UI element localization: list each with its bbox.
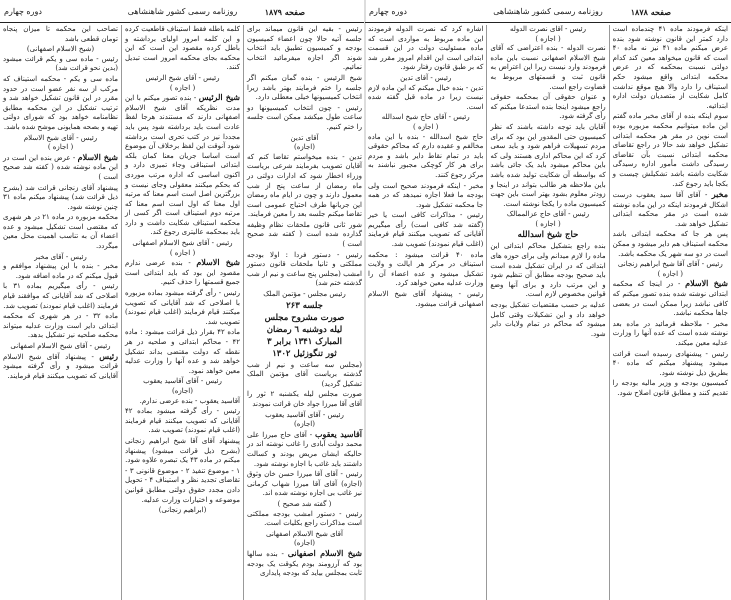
speaker-line: ( اجازه ) xyxy=(535,34,561,43)
paragraph: شیخ الاسلام - بنده عرضی ندارم مقصود این بود که باید ابتدائی است جمیع قسمتها را حذف کنیم. xyxy=(125,257,240,287)
text-column xyxy=(486,25,608,600)
paragraph: اینکه فرمودند ماده ۴۱ چندماده است دارد کمتر این قانون نوشته شود بنده عرض میکنم ماده ۴۱ نیز نه ماده ۴۰ است که قانون میخواهد معین کند کدام دولتی نسبت بمحکمه که در عرض محکمه ابتدائی واقع میشود حکم استیناف را دارد والا هیچ موقع نداشت کامل شکایت از متصدیان دولت اداره ابتدائیه. xyxy=(612,25,729,110)
paragraph: عدلیه بر حسب مقتضیات تشکیل بودجه خواهد داد و این تشکیلات وقتی کامل میشود که محاکم در تمام ولایات دایر شود. xyxy=(490,301,606,338)
paragraph: پیشنهاد آقای زنجانی قرائت شد (بشرح ذیل قرائت شد) پیشنهاد میکنم ماده ۳۱ چنین نوشته شود. xyxy=(3,183,118,211)
speaker-line: (اجازه) xyxy=(294,420,315,429)
paragraph: (مجلس سه ساعت و نیم از شب گذشته بریاست آقای مؤتمن الملک تشکیل گردید) xyxy=(247,360,362,388)
paragraph: آقاسید یعقوب - آقای حاج میرزا علی محمد دولت آبادی را غائب نوشته اند در حالیکه ایشان مریض بودند و کسالت داشتند باید غائب با اجازه نوشته شود. xyxy=(247,428,362,468)
paragraph: مخبر - بنده با این پیشنهاد موافقم و قبول میکنم که در ماده اضافه شود. xyxy=(3,262,118,280)
speaker-line: (اجازه) xyxy=(294,143,315,152)
paragraph: رئیس - مذاکرات کافی است یا خیر (گفته شد کافی است) رأی میگیریم آقایانی که تصویب میکنند قیام فرمایند (اغلب قیام نمودند) تصویب شد. xyxy=(368,211,484,249)
paragraph: محکمه مزبوره در ماده ۲۱ در هر شهری که مقتضی است تشکیل میشود و عده اعضاء آن به تناسب اهمیت محل معین میگردد. xyxy=(3,213,118,251)
speaker-line: ( اجازه ) xyxy=(169,248,196,257)
text-column xyxy=(609,25,731,600)
speaker-line: رئیس - آقای شیخ الاسلام اصفهانی xyxy=(10,342,111,350)
right-page xyxy=(365,0,731,600)
speaker-line: ( گفته شد صحیح ) xyxy=(277,499,332,508)
paragraph: ماده ۳۲ - در هر شهری که محکمه ابتدائی دایر است وزارت عدلیه میتواند محکمه صلحیه نیز تشکیل بدهد. xyxy=(3,312,118,340)
speaker-line: آقای شیخ الاسلام اصفهانی xyxy=(266,529,343,538)
text-column xyxy=(0,25,121,600)
paragraph: رئیس - رأی گرفته میشود بماده مزبوره با اصلاحی که شد آقایانی که تصویب میکنند قیام فرمایند (اغلب قیام نمودند) تصویب شد. xyxy=(125,289,240,326)
speaker-line: رئیس - آقای آقا شیخ ابراهیم زنجانی xyxy=(617,260,723,269)
paragraph: مخبر - اینکه فرمودند صحیح است ولی بودجه ما فعلا اجازه نمیدهد که در همه جا محکمه تشکیل شود. xyxy=(368,181,484,209)
text-column xyxy=(121,25,243,600)
speaker-line: ( اجازه ) xyxy=(535,219,561,228)
paragraph: بنده راجع بتشکیل محاکم ابتدائی این ماده را لازم میدانم ولی برای حوزه های ابتدائی که در ایران تشکیل شده است باید صحیح بودجه مطابق آن تنظیم شود و این مرتب دارد و برای آنها وضع قوانین مخصوص لازم است. xyxy=(490,242,606,299)
paragraph: رئیس - آقای آقا میرزا حسن خان وثوق (اجازه) آقای آقا میرزا شهاب کرمانی نیز غائب بی اجازه نوشته شده اند. xyxy=(247,470,362,498)
volume-label: دوره چهارم xyxy=(4,7,42,16)
paragraph: رئیس - پیشنهادی رسیده است قرائت میشود پیشنهاد میکنم که ماده ۴۰ بطریق ذیل نوشته شود. xyxy=(612,349,728,377)
paragraph: تصاحب این محکمه تا میزان پنجاه تومان قطعی باشد xyxy=(3,25,118,43)
paragraph: شیخ الاسلام - عرض بنده این است در این ماده نوشته شده ( کفته شد صحیح است ) xyxy=(3,151,119,181)
speaker-line: رئیس - آقای مخبر xyxy=(34,252,87,261)
paragraph: شیخ الاسلام - در اینجا که محکمه ابتدائی نوشته شده بنده تصور میکنم که کافی نباشد زیرا ممکن است در بعضی جاها محکمه نباشد. xyxy=(612,278,728,318)
paragraph: رئیس - پیشنهاد آقای شیخ الاسلام اصفهانی قرائت میشود. xyxy=(368,290,484,308)
speaker-line: رئیس - آقای آقاسید یعقوب xyxy=(143,377,222,386)
paragraph: ۱ - موضوع تنفیذ ۲ - موضوع قانونی ۳ - تقاضای تجدید نظر و استیناف ۴ - تحویل دادن مجدد حقوق دولتی مطابق قوانین موضوعه و اختیارات وزارت عدلیه. xyxy=(125,466,241,504)
paragraph: شیخ الاسلام اصفهانی - بنده سالها بود که آرزومند بودم یکوقت یک بودجه ثابت بمجلس بیاید که بودجه پایداری xyxy=(247,547,362,578)
section-heading: صورت مشروح مجلس xyxy=(264,312,345,323)
speaker-line: رئیس مجلس - مؤتمن الملک xyxy=(263,290,346,299)
left-page xyxy=(0,0,365,600)
section-heading: المبارک ۱۳۴۱ برابر ۳ xyxy=(267,336,342,347)
speaker-line: ( اجازه ) xyxy=(47,143,74,152)
speaker-line: رئیس - آقای حاج عزالممالک xyxy=(506,210,590,219)
page-header xyxy=(0,0,365,23)
speaker-line: رئیس - آقای حاج شیخ اسدالله xyxy=(381,113,470,122)
paragraph: رئیس - رأی گرفته میشود بماده ۴۲ آقایانی که تصویب میکنند قیام فرمایند (اغلب قیام نمودند) تصویب شد. xyxy=(125,407,240,435)
speaker-line: رئیس - آقای نصرت الدوله xyxy=(509,25,587,33)
paragraph: سوم اینکه بنده از آقای مخبر ماده گفتم این ماده میتوانیم محکمه مزبوره بوده است نوین در مقر هر محکمه ابتدائی تشکیل خواهد شد حالا در راجع تقاضای محکمه ابتدائی نسبت بآن تقاضای رسیدگی داشت مأمور اداره رسیدگی شکایت داشته باشد تشکیلش چیست و بکجا باید رجوع کند. xyxy=(612,112,728,188)
paragraph: نصرت الدوله - بنده اعتراضی که آقای شیخ الاسلام اصفهانی نسبت باین ماده فرمودند وارد نیست زیرا این اعتراض به قانون ثبت و قسمتهای مربوط به قضاوت راجع است. xyxy=(490,44,606,91)
paragraph: اشاره کرد که نصرت الدوله فرمودند این ماده مربوط به مواردی است که ماده مسئولیت دولت در این قسمت ابتدائی است این اقدام امروز مقرر شد که بر طبق قانون رفتار شود. xyxy=(368,25,484,72)
speaker-line: (شیخ الاسلام اصفهانی) xyxy=(26,45,95,54)
paragraph: ماده ۴۰ قرائت میشود : محکمه استیناف در مرکز هر ایالت و ولایت تشکیل میشود و عده اعضاء آن را وزارت عدلیه معین خواهد کرد. xyxy=(368,250,484,288)
paragraph: کمیسیون بودجه و وزیر مالیه بودجه را تقدیم کنند و مطابق قانون اصلاح شود. xyxy=(612,379,728,397)
paragraph: مخبر - آقای آقا سید یعقوب درست اشکال فرمودند اینکه در این ماده نوشته شده است در مقر محکمه ابتدائی تشکیل خواهد شد. xyxy=(612,189,728,228)
speaker-line: رئیس - آقای شیخ الاسلام اصفهانی xyxy=(132,239,233,248)
text-column xyxy=(243,25,365,600)
section-heading: لیله دوشنبه ٦ رمضان xyxy=(266,324,343,335)
paragraph: شور ثانی قانون ملحقات نظام وظیفه گذارده شده است ( کفته شد صحیح است ) xyxy=(247,220,362,249)
speaker-line: رئیس - آقای آقاسید یعقوب xyxy=(265,410,344,419)
paragraph: رئیس - دستور امشب بودجه مملکتی است مذاکرات راجع بکلیات است. xyxy=(247,509,362,528)
paragraph: صورت مجلس لیله یکشنبه ۲ ثور را آقای آقا میرزا جواد خان قرائت نمودند xyxy=(247,390,362,408)
paragraph: آقایان باید توجه داشته باشند که نظر کمیسیون حتی المقدور این بود که برای مردم تسهیلات فراهم شود و باید سعی کرد که این محاکم اداری هستند ولی که باین محاکم میشود باید یک جائی باشد که بواسطه آن شکایت تولید شده باشد باین ملاحظه هر طالب بتواند در اینجا و زودتر معلوم بشود بهتر است باین جهت کمیسیون ماده را یکجا نوشته است. xyxy=(490,122,606,208)
text-columns xyxy=(365,25,731,600)
text-columns xyxy=(0,25,365,600)
section-heading: ثور تنگوزئیل ۱۳۰۲ xyxy=(272,348,337,359)
section-heading: حاج شیخ اسدالله xyxy=(517,230,579,241)
paragraph: پیشنهاد آقای آقا شیخ ابراهیم زنجانی (بشرح ذیل قرائت میشود) پیشنهاد میکنم در ماده ۴۳ یک تبصره علاوه شود. xyxy=(125,436,240,465)
paragraph: رئیس - رأی میگیریم بماده ۳۱ با اصلاحی که شد آقایانی که موافقند قیام فرمایند (اغلب قیام نمودند) تصویب شد. xyxy=(3,282,118,310)
paragraph: رئیس - ماده سی و یکم قرائت میشود (بدین نحو قرائت شد) xyxy=(3,54,118,73)
page-header xyxy=(365,0,731,23)
speaker-line: (اجازه) xyxy=(172,386,193,395)
text-column xyxy=(365,25,486,600)
speaker-line: رئیس - آقای تدین xyxy=(400,73,452,82)
paragraph: ماده سی و یکم - محکمه استیناف که مرکب از سه نفر عضو است در حدود مقرر در این قانون تشکیل خواهد شد و ترتیب تشکیل در این محکمه مطابق نظامنامه خواهد بود که شورای دولتی تهیه و بصحه همایونی موشح شده باشد. xyxy=(3,74,118,131)
speaker-line: ( اجازه ) xyxy=(169,83,196,92)
paragraph: ماده ۴۲ بقرار ذیل قرائت میشود : ماده ۴۲ - محاکم ابتدائی و صلحیه در هر نقطه که دولت مقتضی بداند تشکیل خواهد شد و عده آنها را وزارت عدلیه معین خواهد نمود. xyxy=(125,328,240,375)
page-number: صفحه ۱۸۷۹ xyxy=(264,7,305,17)
speaker-line: رئیس - آقای شیخ الرئیس xyxy=(145,73,220,82)
paragraph: شیخ الرئیس - بنده تصور میکنم با این مدت نظریکه آقای شیخ الاسلام اصفهانی دارند که مستندند هرجا لفظ عادت است باید برداشته شود پس باید مجددا نیز در کتب تحری است برداشته شود آنوقت این لفظ برخلاف آن موضوع است اساسا جریان معنا کمان بلکه ابتدائی استیناقی وجاء تمیزی دارد و اکنون اساسی که اداره مرتب موردی که بحکم میکنند معقولی وجای نیست و بزرگترین اصل است اسم معنا که مرتبه اول معنا که اول است اسم معنا که مرتبه دوم استیناف است اگر کسی از محکمه استیناف شکایت داشت و دارد باید بمحکمه عالیتری رجوع کند. xyxy=(125,92,240,237)
speaker-line: ( اجازه ) xyxy=(412,122,439,131)
paragraph: و عنوان حقوقی آن بمحکمه حقوقی راجع میشود اینجا بنده استدعا میکنم که رأی گرفته شود. xyxy=(490,93,606,121)
paragraph: حاج شیخ اسدالله - بنده با این ماده مخالفم و عقیده دارم که محاکم حقوقی باید در تمام نقاط دایر باشد و مردم برای هر کار کوچکی مجبور نباشند به مرکز رجوع کنند. xyxy=(368,132,484,179)
speaker-line: (اجازه) xyxy=(294,539,315,548)
paragraph: تدین - بنده میخواستم تقاضا کنم که آقایان تصویب بفرمایند شرعی بریاست وزراء اخطار شود که ادارات دولتی در ماه رمضان از ساعت پنج از شب معمول دارند و چون در ایام ماه رمضان این جریانها طرف احتیاج عمومی است تقاضا میکنم جلسه بعد را معین فرمایند. xyxy=(247,152,362,219)
newspaper-title: روزنامه رسمی کشور شاهنشاهی xyxy=(493,7,603,16)
speaker-line: رئیس - آقای شیخ الاسلام xyxy=(23,133,98,142)
paragraph: کلمه باطله فقط استیناف قاطعیت کرده و این کلمه امروز اولیای برداشته و باطل کرده مقصود این است که این محکمه بجای محکمه امروز است تبدیل کنند. xyxy=(125,25,240,72)
paragraph: تدین - بنده خیال میکنم که این ماده لازم نیست زیرا در ماده قبل گفته شده است. xyxy=(368,83,484,111)
page-number: صفحه ۱۸۷۸ xyxy=(630,7,671,17)
paragraph: شیخ الرئیس - بنده گمان میکنم اگر جلسه را ختم فرمایند بهتر باشد زیرا انتخاب کمیسیونها خیلی معطلی دارد. xyxy=(247,73,362,102)
paragraph: رئیس - چون انتخاب کمیسیونها دو ساعت طول میکشد ممکن است جلسه را ختم کنیم. xyxy=(247,103,362,131)
speaker-line: (ابراهیم زنجانی) xyxy=(158,506,207,515)
volume-label: دوره چهارم xyxy=(369,7,407,16)
paragraph: رئیس - دستور فردا : اولا بودجه مملکتی و ثانیا ملحقات قانون دستور امشب (مجلس پنج ساعت و نیم از شب گذشته ختم شد) xyxy=(247,250,362,288)
paragraph: آقاسید یعقوب - بنده عرضی ندارم. xyxy=(139,396,240,405)
section-heading: جلسه ۲۶۳ xyxy=(286,300,323,311)
paragraph: رئیس - بقیه این قانون میماند برای جلسه آتیه حالا چون اعضاء کمیسیون بودجه و کمیسیون تطبیق باید انتخاب شوند اگر اجازه میفرمائید انتخاب نمائیم. xyxy=(247,25,362,72)
paragraph: مخبر - ملاحظه فرمائید در ماده بعد نوشته شده است که عده آنها را وزارت عدلیه معین میکند. xyxy=(612,319,728,347)
paragraph: رئیس - پیشنهاد آقای شیخ الاسلام قرائت میشود و رأی گرفته میشود آقایانی که تصویب میکنند قیام فرمایند. xyxy=(3,350,118,380)
newspaper-title: روزنامه رسمی کشور شاهنشاهی xyxy=(127,7,238,16)
speaker-line: ( اجازه ) xyxy=(657,269,684,278)
paragraph: پس هر جا که محکمه ابتدائی باشد محکمه استیناف هم دایر میشود و ممکن است در دو سه شهر یک محکمه باشد. xyxy=(612,230,728,258)
speaker-line: آقای تدین xyxy=(290,133,319,142)
